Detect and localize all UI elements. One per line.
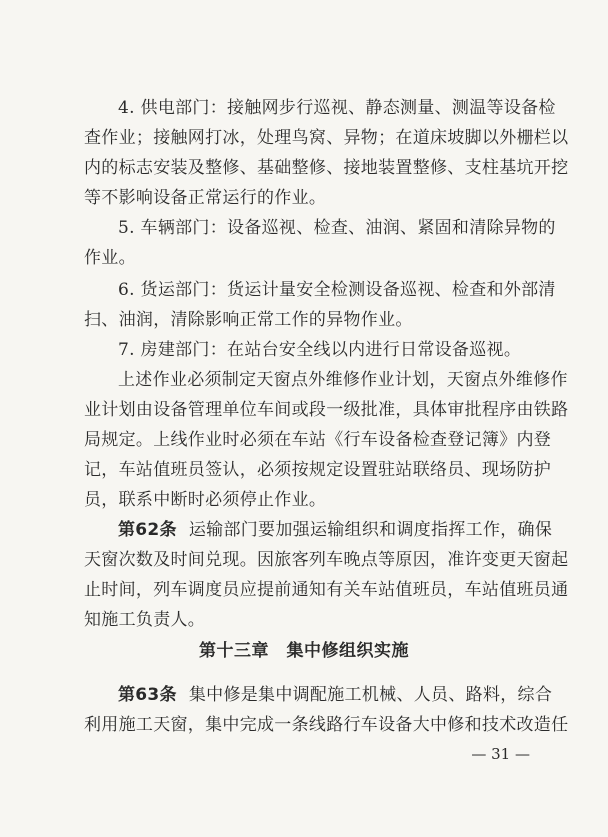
- article-63-text-1: 集中修是集中调配施工机械、人员、路料，综合: [188, 685, 553, 705]
- article-62-line-4: 知施工负责人。: [84, 610, 206, 630]
- article-63-line-2: 利用施工天窗，集中完成一条线路行车设备大中修和技术改造任: [84, 715, 569, 735]
- article-62-line-2: 天窗次数及时间兑现。因旅客列车晚点等原因，准许变更天窗起: [84, 550, 569, 570]
- summary-line-3: 局规定。上线作业时必须在车站《行车设备检查登记簿》内登: [84, 430, 552, 450]
- summary-line-4: 记，车站值班员签认，必须按规定设置驻站联络员、现场防护: [84, 460, 552, 480]
- article-62-line-3: 止时间，列车调度员应提前通知有关车站值班员，车站值班员通: [84, 580, 569, 600]
- p4-line-1: 4. 供电部门：接触网步行巡视、静态测量、测温等设备检: [118, 98, 556, 118]
- p7-line-1: 7. 房建部门：在站台安全线以内进行日常设备巡视。: [118, 340, 522, 360]
- article-63-line-1: [118, 685, 553, 705]
- summary-line-1: 上述作业必须制定天窗点外维修作业计划，天窗点外维修作: [118, 370, 568, 390]
- p5-line-2: 作业。: [84, 248, 136, 268]
- p6-line-2: 扫、油润，清除影响正常工作的异物作业。: [84, 310, 413, 330]
- article-63-label: 第63条: [118, 685, 177, 705]
- summary-line-5: 员，联系中断时必须停止作业。: [84, 490, 327, 510]
- p4-line-3: 内的标志安装及整修、基础整修、接地装置整修、支柱基坑开挖: [84, 158, 569, 178]
- chapter-title: 第十三章 集中修组织实施: [199, 641, 409, 661]
- page-number: — 31 —: [471, 745, 530, 763]
- p6-line-1: 6. 货运部门：货运计量安全检测设备巡视、检查和外部清: [118, 280, 556, 300]
- article-62-text-1: 运输部门要加强运输组织和调度指挥工作，确保: [188, 520, 553, 540]
- p5-line-1: 5. 车辆部门：设备巡视、检查、油润、紧固和清除异物的: [118, 218, 556, 238]
- p4-line-2: 查作业；接触网打冰，处理鸟窝、异物；在道床坡脚以外栅栏以: [84, 128, 569, 148]
- p4-line-4: 等不影响设备正常运行的作业。: [84, 188, 327, 208]
- article-62-label: 第62条: [118, 520, 177, 540]
- article-62-line-1: [118, 520, 553, 540]
- summary-line-2: 业计划由设备管理单位车间或段一级批准，具体审批程序由铁路: [84, 400, 569, 420]
